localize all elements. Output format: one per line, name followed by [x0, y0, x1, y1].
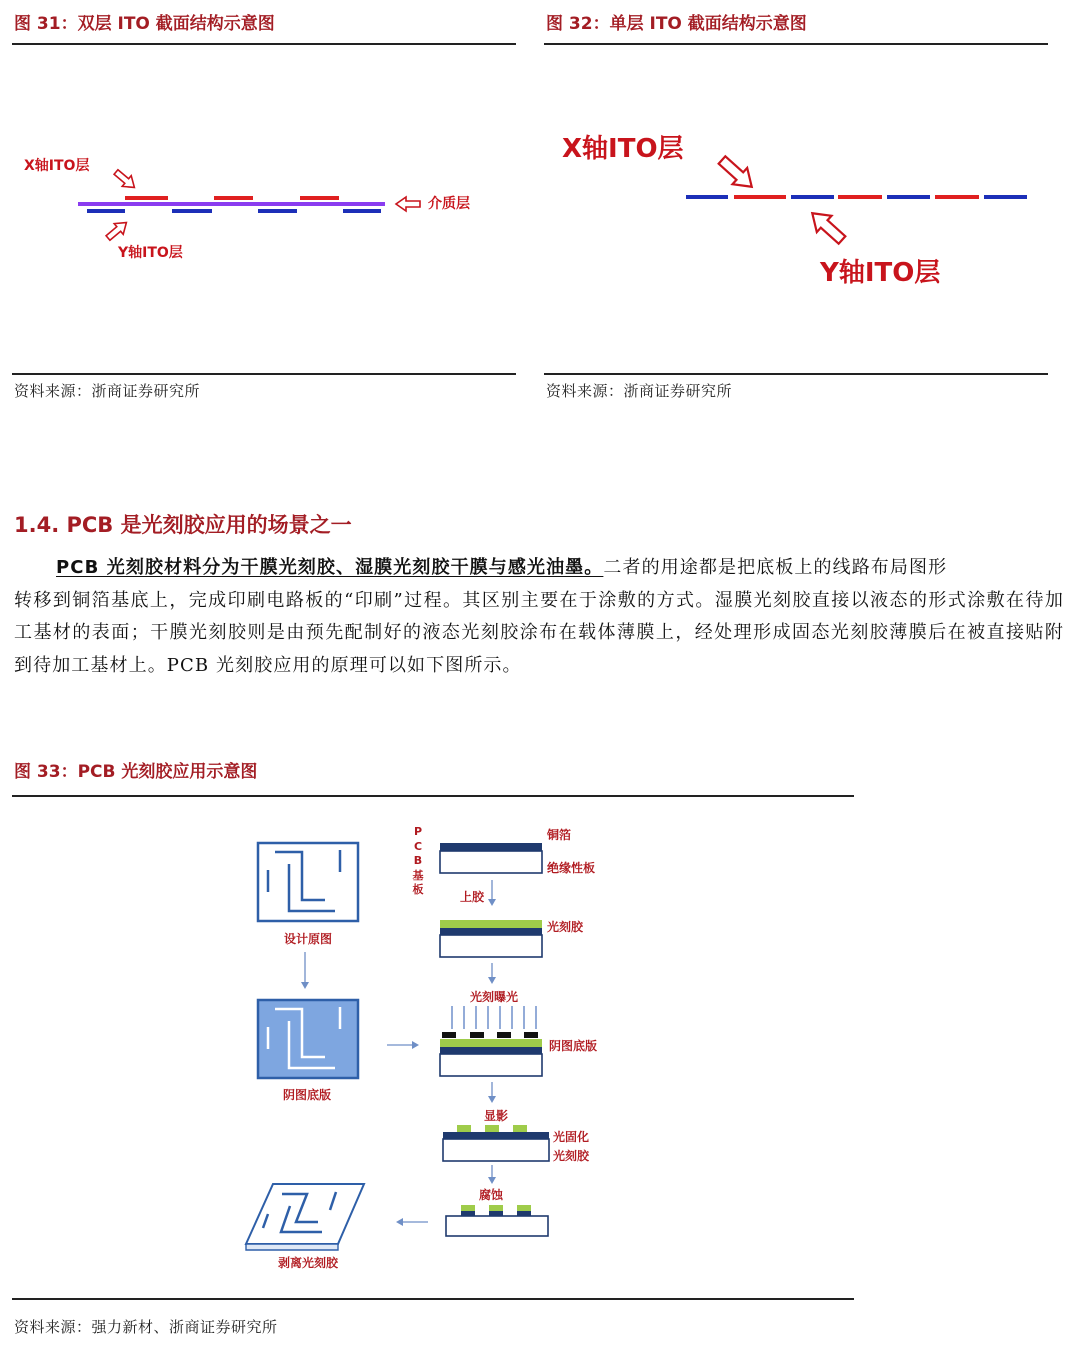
photoresist-label: 光刻胶	[547, 920, 584, 934]
develop-label: 显影	[484, 1109, 509, 1123]
design-original-panel	[258, 843, 358, 921]
pcb-substrate-stack	[440, 843, 542, 873]
coated-stack	[440, 920, 542, 957]
mask-label: 阴图底版	[283, 1088, 332, 1102]
coat-label: 上胶	[460, 890, 485, 904]
etched-stack	[446, 1205, 548, 1236]
fig31-x-label: X轴ITO层	[24, 158, 90, 174]
paragraph-lead: PCB 光刻胶材料分为干膜光刻胶、湿膜光刻胶干膜与感光油墨。	[56, 557, 604, 578]
fig31-dielectric-label: 介质层	[428, 196, 470, 212]
fig33-source: 资料来源：强力新材、浙商证券研究所	[14, 1318, 278, 1336]
fig31-y-label: Y轴ITO层	[118, 245, 183, 261]
developed-stack	[443, 1125, 549, 1161]
arrow-down-icon	[301, 982, 309, 989]
exposed-stack	[440, 1032, 542, 1076]
arrow-down-icon	[488, 977, 496, 984]
arrow-down-icon	[488, 1096, 496, 1103]
insulator-label: 绝缘性板	[547, 861, 596, 875]
stripped-board	[246, 1184, 364, 1250]
negative-mask-panel	[258, 1000, 358, 1078]
cured-label-1: 光固化	[553, 1130, 590, 1144]
arrow-left-icon	[396, 1218, 403, 1226]
design-label: 设计原图	[284, 932, 333, 946]
copper-label: 铜箔	[547, 828, 572, 842]
fig32-x-label: X轴ITO层	[562, 134, 684, 164]
arrow-down-icon	[488, 899, 496, 906]
paragraph-line1: 二者的用途都是把底板上的线路布局图形	[603, 557, 948, 578]
strip-label: 剥离光刻胶	[278, 1256, 339, 1270]
etch-label: 腐蚀	[479, 1188, 504, 1202]
fig32-source: 资料来源：浙商证券研究所	[546, 382, 733, 400]
section-title: 1.4. PCB 是光刻胶应用的场景之一	[14, 513, 352, 537]
fig33-title: 图 33：PCB 光刻胶应用示意图	[14, 762, 258, 782]
exposure-label: 光刻曝光	[470, 990, 519, 1004]
fig32-y-label: Y轴ITO层	[820, 258, 941, 288]
fig31-title: 图 31：双层 ITO 截面结构示意图	[14, 14, 275, 34]
arrow-right-icon	[412, 1041, 419, 1049]
fig31-source: 资料来源：浙商证券研究所	[14, 382, 201, 400]
fig33-bottom-rule	[12, 1298, 854, 1300]
fig32-title: 图 32：单层 ITO 截面结构示意图	[546, 14, 807, 34]
pcb-substrate-label: P C B 基 板	[412, 825, 424, 896]
exposure-arrows	[452, 1006, 536, 1029]
arrow-down-icon	[488, 1177, 496, 1184]
cured-label-2: 光刻胶	[553, 1149, 590, 1163]
mask-right-label: 阴图底版	[549, 1039, 598, 1053]
paragraph-body: 转移到铜箔基底上，完成印刷电路板的“印刷”过程。其区别主要在于涂敷的方式。湿膜光刻胶直接以液态的形式涂敷在待加工基材的表面；干膜光刻胶则是由预先配制好的液态光刻胶涂布在载体薄膜上，经处理形成固态光刻胶薄膜后在被直接贴附到待加工基材上。PCB 光刻胶应用的原理可以如下图所示。	[14, 589, 1064, 676]
